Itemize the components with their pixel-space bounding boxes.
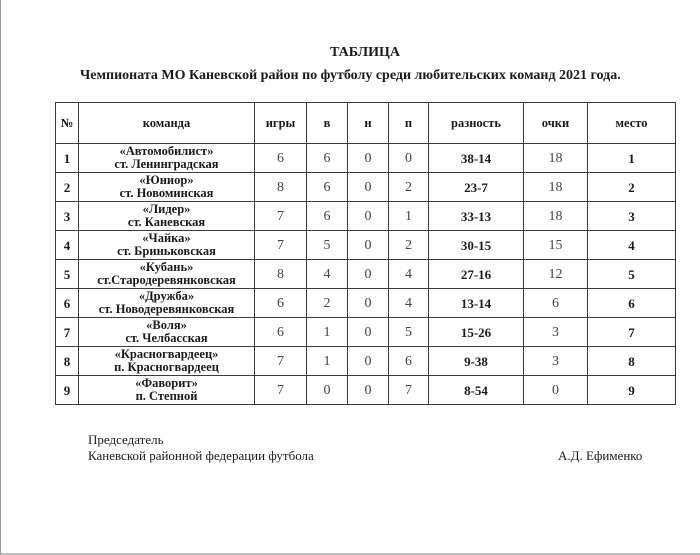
team-town: ст.Стародеревянковская [97,273,236,287]
draws-cell: 0 [348,173,389,202]
team-name: «Фаворит» [135,376,198,390]
draws-cell: 0 [348,231,389,260]
team-town: п. Степной [135,389,198,403]
table-row [56,347,676,376]
team-name: «Дружба» [138,289,195,303]
wins-cell: 6 [307,202,348,231]
goal-diff-cell: 27-16 [429,260,524,289]
goal-diff-cell: 33-13 [429,202,524,231]
team-name: «Чайка» [142,231,191,245]
standings-table [55,102,676,405]
draws-cell: 0 [348,289,389,318]
team-cell [79,376,255,405]
place-cell: 2 [588,173,676,202]
losses-cell: 0 [389,144,429,173]
place-cell: 4 [588,231,676,260]
team-name: «Кубань» [139,260,194,274]
row-number: 7 [56,318,79,347]
team-cell [79,231,255,260]
games-cell: 8 [255,260,307,289]
draws-cell: 0 [348,347,389,376]
games-cell: 7 [255,347,307,376]
games-cell: 7 [255,376,307,405]
table-row [56,144,676,173]
team-town: ст. Челбасская [125,331,208,345]
points-cell: 18 [524,144,588,173]
row-number: 2 [56,173,79,202]
signature-title: Председатель [88,432,164,447]
losses-cell: 2 [389,231,429,260]
goal-diff-cell: 23-7 [429,173,524,202]
wins-cell: 6 [307,144,348,173]
wins-cell: 0 [307,376,348,405]
goal-diff-cell: 8-54 [429,376,524,405]
signer-name: А.Д. Ефименко [558,448,643,463]
losses-cell: 6 [389,347,429,376]
row-number: 8 [56,347,79,376]
document-title: ТАБЛИЦА [330,45,400,60]
place-cell: 1 [588,144,676,173]
row-number: 4 [56,231,79,260]
goal-diff-cell: 15-26 [429,318,524,347]
team-cell [79,173,255,202]
points-cell: 0 [524,376,588,405]
team-town: ст. Новодеревянковская [98,302,235,316]
wins-cell: 1 [307,318,348,347]
row-number: 6 [56,289,79,318]
goal-diff-cell: 30-15 [429,231,524,260]
losses-cell: 1 [389,202,429,231]
losses-cell: 2 [389,173,429,202]
losses-cell: 5 [389,318,429,347]
header-wins: в [307,103,348,144]
place-cell: 6 [588,289,676,318]
team-name: «Лидер» [142,202,191,216]
losses-cell: 4 [389,289,429,318]
header-points: очки [524,103,588,144]
wins-cell: 1 [307,347,348,376]
draws-cell: 0 [348,144,389,173]
team-cell [79,289,255,318]
draws-cell: 0 [348,376,389,405]
header-draws: н [348,103,389,144]
team-name: «Воля» [146,318,187,332]
draws-cell: 0 [348,260,389,289]
place-cell: 3 [588,202,676,231]
losses-cell: 7 [389,376,429,405]
goal-diff-cell: 38-14 [429,144,524,173]
points-cell: 18 [524,173,588,202]
table-row [56,318,676,347]
place-cell: 7 [588,318,676,347]
games-cell: 7 [255,202,307,231]
wins-cell: 4 [307,260,348,289]
header-place: место [588,103,676,144]
signature-organization: Каневской районной федерации футбола [88,448,314,463]
points-cell: 18 [524,202,588,231]
games-cell: 6 [255,318,307,347]
goal-diff-cell: 9-38 [429,347,524,376]
table-row [56,376,676,405]
games-cell: 6 [255,144,307,173]
table-row [56,289,676,318]
points-cell: 3 [524,347,588,376]
header-goal-diff: разность [429,103,524,144]
points-cell: 6 [524,289,588,318]
wins-cell: 6 [307,173,348,202]
games-cell: 7 [255,231,307,260]
team-cell [79,202,255,231]
team-name: «Красногвардеец» [114,347,219,361]
table-row [56,202,676,231]
team-name: «Автомобилист» [119,144,214,158]
table-row [56,231,676,260]
games-cell: 6 [255,289,307,318]
row-number: 3 [56,202,79,231]
header-team: команда [79,103,255,144]
team-town: ст. Каневская [127,215,206,229]
team-cell [79,144,255,173]
row-number: 5 [56,260,79,289]
place-cell: 5 [588,260,676,289]
team-town: ст. Бриньковская [117,244,216,258]
row-number: 9 [56,376,79,405]
wins-cell: 2 [307,289,348,318]
team-cell [79,347,255,376]
draws-cell: 0 [348,202,389,231]
signature-block [88,432,314,464]
draws-cell: 0 [348,318,389,347]
points-cell: 15 [524,231,588,260]
header-number: № [56,103,79,144]
goal-diff-cell: 13-14 [429,289,524,318]
header-row [56,103,676,144]
team-cell [79,318,255,347]
row-number: 1 [56,144,79,173]
losses-cell: 4 [389,260,429,289]
team-town: ст. Ленинградская [114,157,219,171]
document-subtitle: Чемпионата МО Каневской район по футболу среди любительских команд 2021 года. [80,68,621,83]
points-cell: 12 [524,260,588,289]
points-cell: 3 [524,318,588,347]
place-cell: 8 [588,347,676,376]
team-cell [79,260,255,289]
header-losses: п [389,103,429,144]
team-name: «Юниор» [139,173,194,187]
team-town: п. Красногвардеец [114,360,219,374]
team-town: ст. Новоминская [119,186,214,200]
wins-cell: 5 [307,231,348,260]
games-cell: 8 [255,173,307,202]
header-games: игры [255,103,307,144]
place-cell: 9 [588,376,676,405]
table-row [56,173,676,202]
table-row [56,260,676,289]
